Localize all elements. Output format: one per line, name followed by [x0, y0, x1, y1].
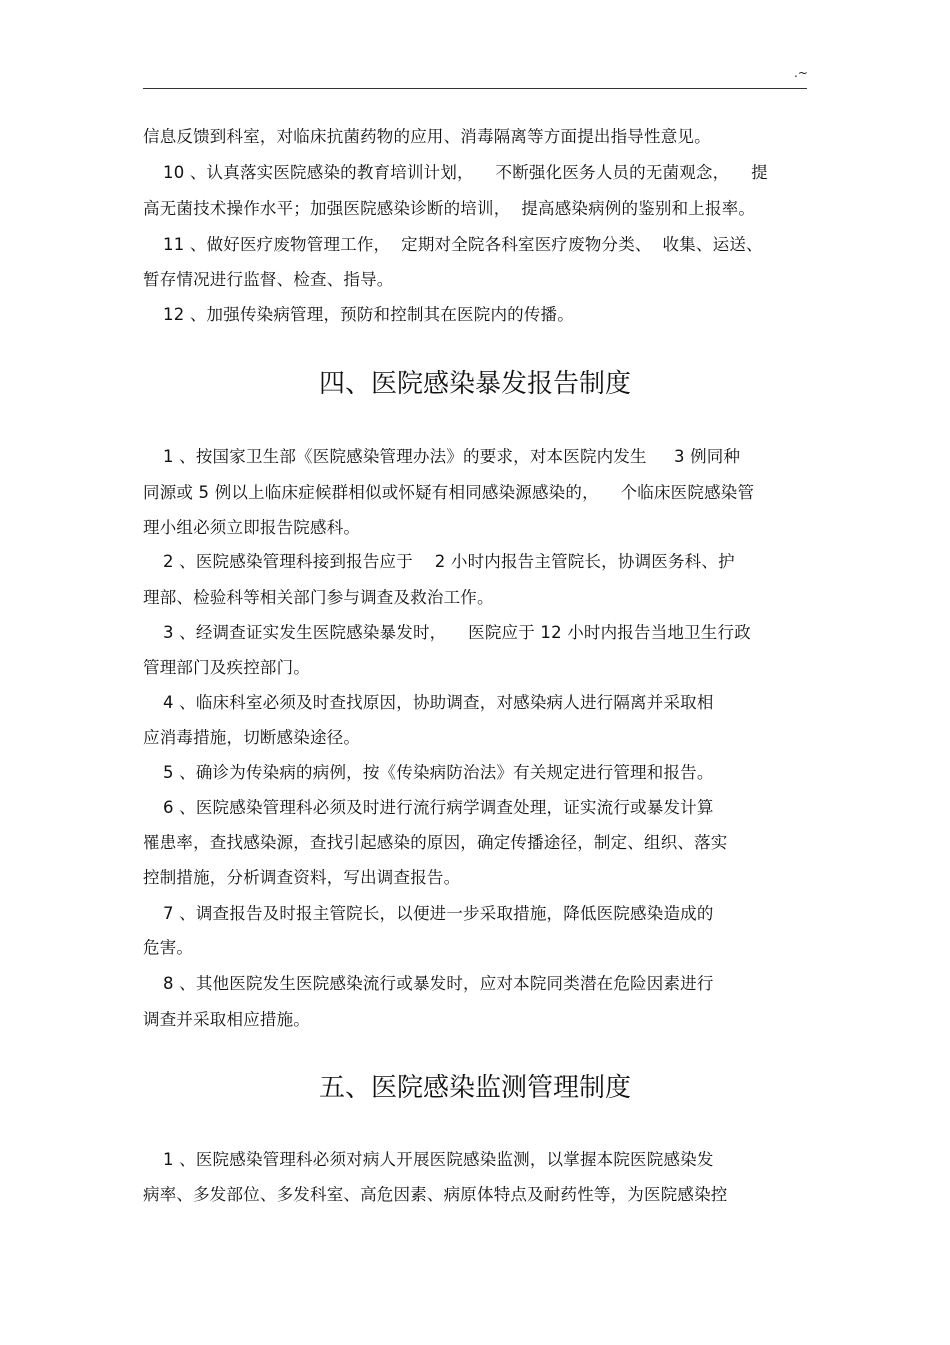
list-item-12: 12 、加强传染病管理，预防和控制其在医院内的传播。	[163, 305, 574, 324]
list-item-8: 8 、其他医院发生医院感染流行或暴发时，应对本院同类潜在危险因素进行	[163, 974, 714, 993]
text-line: 调查并采取相应措施。	[143, 1010, 310, 1029]
text-line: 信息反馈到科室，对临床抗菌药物的应用、消毒隔离等方面提出指导性意见。	[143, 127, 711, 146]
list-item-1: 1 、按国家卫生部《医院感染管理办法》的要求，对本医院内发生 3 例同种	[163, 447, 741, 466]
text-line: 控制措施，分析调查资料，写出调查报告。	[143, 868, 461, 887]
list-item-10: 10 、认真落实医院感染的教育培训计划， 不断强化医务人员的无菌观念， 提	[163, 163, 768, 182]
text-line: 理小组必须立即报告院感科。	[143, 518, 361, 537]
section-heading-5: 五、医院感染监测管理制度	[318, 1073, 631, 1103]
text-line: 理部、检验科等相关部门参与调查及救治工作。	[143, 588, 494, 607]
header-rule	[143, 88, 807, 89]
list-item-5: 5 、确诊为传染病的病例，按《传染病防治法》有关规定进行管理和报告。	[163, 763, 714, 782]
list-item-2: 2 、医院感染管理科接到报告应于 2 小时内报告主管院长，协调医务科、护	[163, 552, 735, 571]
page-header-mark: .~	[794, 66, 808, 80]
section-heading-4: 四、医院感染暴发报告制度	[318, 369, 631, 399]
text-line: 危害。	[143, 938, 194, 957]
text-line: 管理部门及疾控部门。	[143, 658, 310, 677]
text-line: 高无菌技术操作水平；加强医院感染诊断的培训， 提高感染病例的鉴别和上报率。	[143, 199, 756, 218]
list-item-3: 3 、经调查证实发生医院感染暴发时， 医院应于 12 小时内报告当地卫生行政	[163, 623, 751, 642]
list-item-6: 6 、医院感染管理科必须及时进行流行病学调查处理，证实流行或暴发计算	[163, 798, 714, 817]
list-item-4: 4 、临床科室必须及时查找原因，协助调查，对感染病人进行隔离并采取相	[163, 693, 714, 712]
list-item-7: 7 、调查报告及时报主管院长，以便进一步采取措施，降低医院感染造成的	[163, 904, 714, 923]
list-item-1: 1 、医院感染管理科必须对病人开展医院感染监测，以掌握本院医院感染发	[163, 1150, 714, 1169]
list-item-11: 11 、做好医疗废物管理工作， 定期对全院各科室医疗废物分类、 收集、运送、	[163, 235, 763, 254]
text-line: 罹患率，查找感染源，查找引起感染的原因，确定传播途径，制定、组织、落实	[143, 833, 728, 852]
text-line: 暂存情况进行监督、检查、指导。	[143, 270, 394, 289]
text-line: 同源或 5 例以上临床症候群相似或怀疑有相同感染源感染的， 个临床医院感染管	[143, 483, 755, 502]
text-line: 应消毒措施，切断感染途径。	[143, 728, 361, 747]
text-line: 病率、多发部位、多发科室、高危因素、病原体特点及耐药性等，为医院感染控	[143, 1185, 728, 1204]
